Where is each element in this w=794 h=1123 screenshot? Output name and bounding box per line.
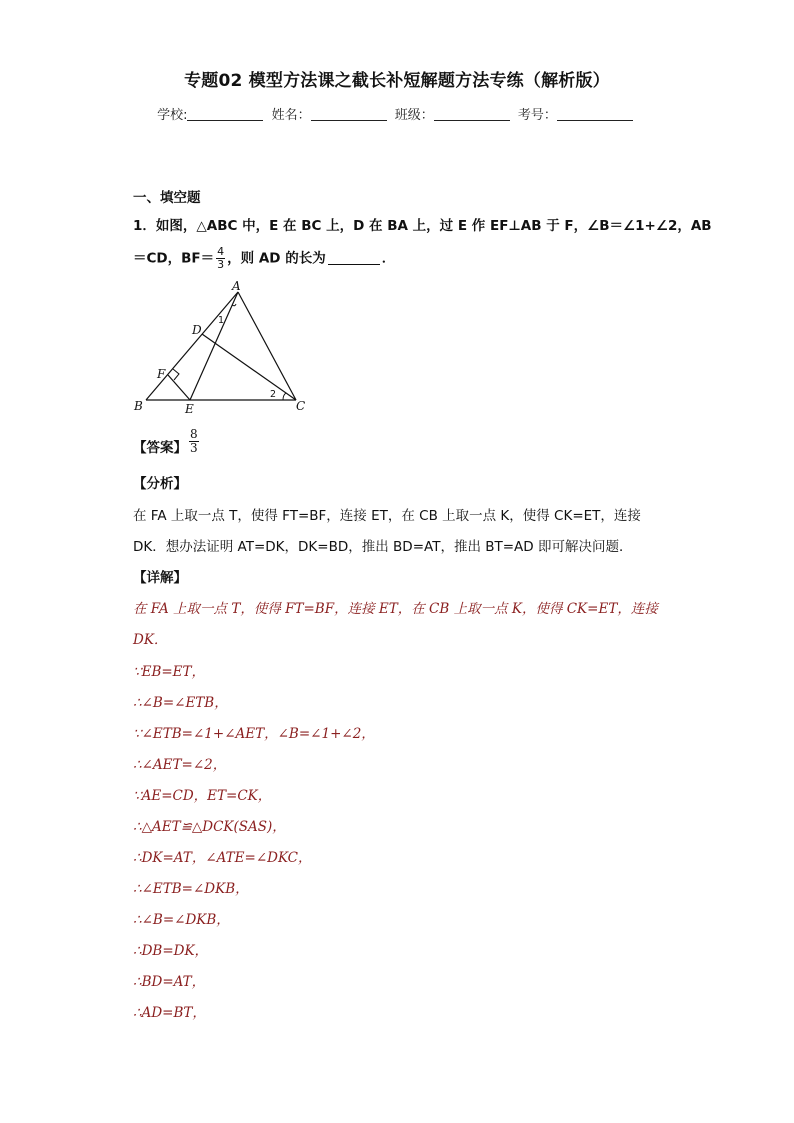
- vertex-label-e: E: [185, 402, 194, 416]
- name-label: 姓名：: [271, 108, 311, 123]
- proof-step: ∴∠AET=∠2，: [133, 757, 227, 773]
- detail-line-2: DK．: [133, 632, 168, 648]
- analysis-line-1: 在 FA 上取一点 T，使得 FT=BF，连接 ET，在 CB 上取一点 K，使得 CK=ET，连接: [133, 508, 641, 524]
- question-line-1: 1．如图，△ABC 中，E 在 BC 上，D 在 BA 上，过 E 作 EF⊥AB 于 F，∠B＝∠1+∠2，AB: [133, 218, 712, 234]
- detail-label: 【详解】: [133, 570, 187, 586]
- number-label: 考号：: [517, 108, 557, 123]
- answer-fraction: [189, 428, 199, 455]
- class-blank: [434, 107, 510, 121]
- question-line-2: [133, 246, 395, 271]
- proof-step: ∴DB=DK，: [133, 943, 209, 959]
- question-line-2-post: ，则 AD 的长为: [227, 250, 326, 267]
- student-info-line: [0, 104, 794, 123]
- proof-step: ∵AE=CD，ET=CK，: [133, 788, 272, 804]
- question-line-2-end: ．: [381, 250, 396, 267]
- triangle-figure: [130, 276, 320, 421]
- segment-dc: [202, 334, 296, 400]
- number-blank: [557, 107, 633, 121]
- answer-denominator: 3: [190, 441, 198, 455]
- vertex-label-f: F: [157, 367, 166, 381]
- school-label: 学校:: [157, 108, 188, 123]
- segment-ef: [168, 375, 190, 400]
- bf-denominator: 3: [217, 258, 225, 271]
- angle-label-2: 2: [270, 389, 277, 400]
- angle-2-arc: [283, 393, 286, 400]
- proof-step: ∴DK=AT，∠ATE=∠DKC，: [133, 850, 312, 866]
- bf-numerator: 4: [217, 245, 225, 258]
- question-line-2-pre: ＝CD，BF＝: [133, 250, 215, 267]
- detail-line-1: 在 FA 上取一点 T，使得 FT=BF，连接 ET，在 CB 上取一点 K，使得 CK=ET，连接: [133, 601, 658, 617]
- section-heading: 一、填空题: [133, 190, 201, 206]
- proof-step: ∴∠B=∠DKB，: [133, 912, 230, 928]
- proof-step: ∴AD=BT，: [133, 1005, 206, 1021]
- segment-ab: [146, 292, 238, 400]
- answer-blank: [328, 251, 380, 265]
- analysis-line-2: DK．想办法证明 AT=DK，DK=BD，推出 BD=AT，推出 BT=AD 即可解决问题．: [133, 539, 633, 555]
- segment-ac: [238, 292, 296, 400]
- bf-fraction: [216, 246, 225, 271]
- document-title: 专题02 模型方法课之截长补短解题方法专练（解析版）: [184, 71, 610, 91]
- proof-step: ∴∠ETB=∠DKB，: [133, 881, 249, 897]
- vertex-label-b: B: [134, 399, 143, 413]
- angle-label-1: 1: [218, 315, 225, 326]
- segment-ae: [190, 292, 238, 400]
- proof-step: ∴△AET≌△DCK(SAS)，: [133, 819, 286, 835]
- vertex-label-c: C: [296, 399, 306, 413]
- class-label: 班级：: [394, 108, 434, 123]
- proof-step: ∵∠ETB=∠1+∠AET，∠B=∠1+∠2，: [133, 726, 375, 742]
- proof-step: ∴∠B=∠ETB，: [133, 695, 228, 711]
- answer-numerator: 8: [190, 427, 198, 441]
- vertex-label-a: A: [232, 279, 241, 293]
- analysis-label: 【分析】: [133, 476, 187, 492]
- proof-step: ∴BD=AT，: [133, 974, 206, 990]
- school-blank: [187, 107, 263, 121]
- name-blank: [311, 107, 387, 121]
- vertex-label-d: D: [192, 323, 202, 337]
- right-angle-mark: [173, 369, 179, 380]
- proof-step: ∵EB=ET，: [133, 664, 206, 680]
- answer-label: 【答案】: [133, 440, 187, 456]
